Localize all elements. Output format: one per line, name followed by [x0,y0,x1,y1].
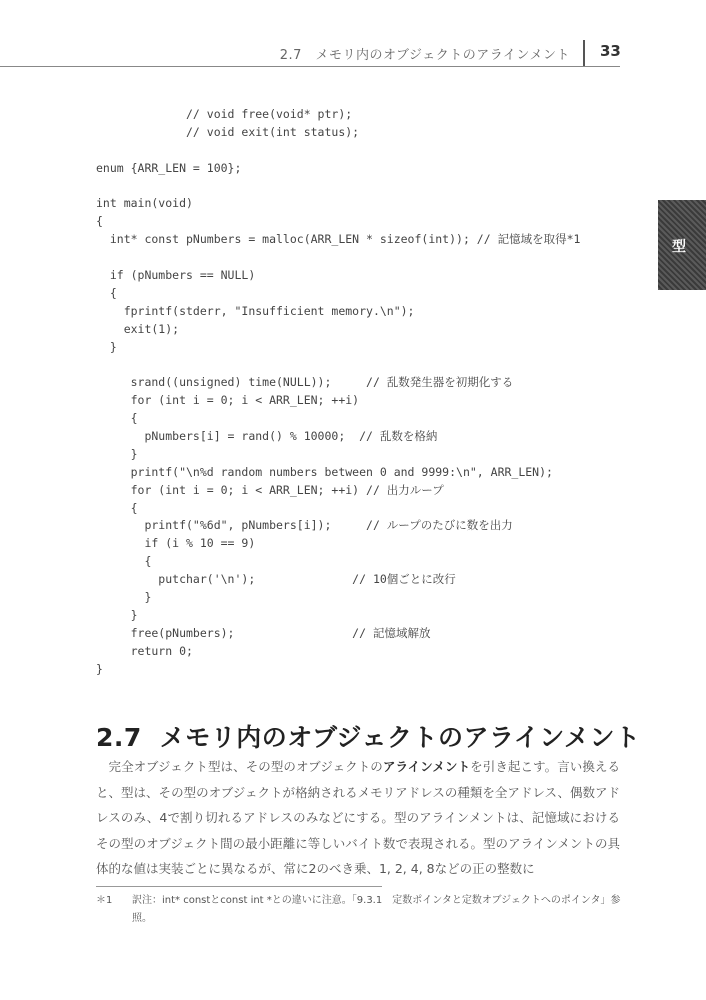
code-line: printf("%6d", pNumbers[i]); // ループのたびに数を出力 [96,518,513,533]
footnote-text: 訳注：int* constとconst int *との違いに注意。「9.3.1 定数ポインタと定数オブジェクトへのポインタ」参照。 [132,895,621,924]
code-line: putchar('\n'); // 10個ごとに改行 [96,572,456,587]
body-text [96,754,620,882]
code-line: { [96,411,138,426]
running-header-section: 2.7 メモリ内のオブジェクトのアラインメント [279,48,570,63]
page-header [0,0,706,70]
code-line: } [96,446,138,461]
code-line: if (i % 10 == 9) [96,536,256,551]
header-rule [0,66,620,67]
section-number: 2.7 [96,723,142,752]
code-line: // void free(void* ptr); [96,107,353,121]
code-line [96,178,580,196]
code-line [96,356,580,374]
footnote-rule [96,886,382,887]
code-line: if (pNumbers == NULL) [96,268,256,283]
code-line: for (int i = 0; i < ARR_LEN; ++i) // 出力ループ [96,482,444,497]
section-heading [96,718,641,754]
code-line: } [96,607,138,622]
code-line: enum {ARR_LEN = 100}; [96,160,242,175]
code-line: pNumbers[i] = rand() % 10000; // 乱数を格納 [96,429,438,444]
paragraph: 完全オブジェクト型は、その型のオブジェクトのアラインメントを引き起こす。言い換えると、型は、その型のオブジェクトが格納されるメモリアドレスの種類を全アドレス、偶数アドレスのみ、4で割り切れるアドレスのみなどにする。型のアラインメントは、記憶域におけるその型のオブジェクト間の最小距離に等しいバイト数で表現される。型のアラインメントの具体的な値は実装ごとに異なるが、常に2のべき乗、1, 2, 4, 8などの正の整数に [96,759,620,876]
code-line: srand((unsigned) time(NULL)); // 乱数発生器を初期化する [96,375,514,390]
section-title: メモリ内のオブジェクトのアラインメント [159,723,641,752]
page-number: 33 [600,42,621,60]
header-divider [583,40,585,66]
code-line: { [96,285,117,300]
code-line: // void exit(int status); [96,124,360,139]
code-line: } [96,590,152,605]
code-listing [96,106,580,679]
code-line: } [96,339,117,354]
code-line: { [96,214,103,229]
code-line: int* const pNumbers = malloc(ARR_LEN * sizeof(int)); // 記憶域を取得*1 [96,232,581,247]
footnote [96,892,626,928]
code-line: { [96,500,138,515]
code-line: free(pNumbers); // 記憶域解放 [96,625,431,640]
code-line: } [96,661,103,676]
key-term: アラインメント [382,759,471,774]
code-line: printf("\n%d random numbers between 0 and 9999:\n", ARR_LEN); [96,464,553,479]
code-line [96,249,580,267]
footnote-mark: ＊1 [96,895,113,906]
chapter-thumb-tab [658,200,706,290]
code-line: for (int i = 0; i < ARR_LEN; ++i) [96,393,360,408]
code-line: { [96,554,152,569]
code-line: exit(1); [96,321,180,336]
code-line: fprintf(stderr, "Insufficient memory.\n"); [96,303,415,318]
code-line: return 0; [96,643,193,658]
code-line: int main(void) [96,196,193,211]
thumb-tab-label: 型 [672,239,686,255]
code-line [96,142,580,160]
